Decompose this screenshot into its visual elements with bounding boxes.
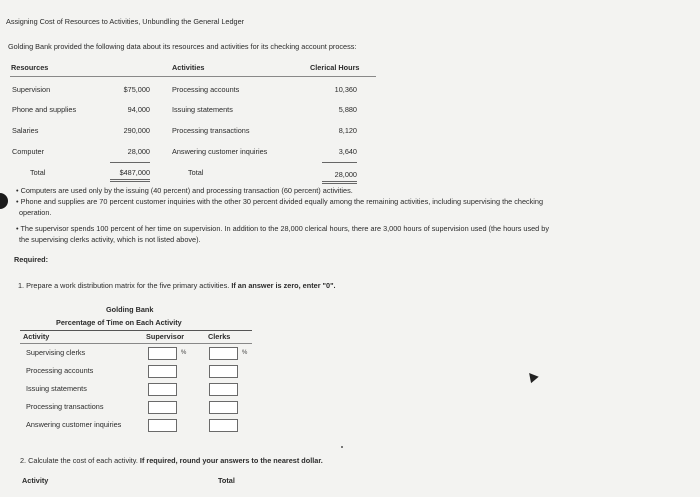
matrix-col-activity: Activity bbox=[23, 332, 50, 341]
amount-total-rule bbox=[110, 162, 150, 163]
required-label: Required: bbox=[14, 255, 49, 264]
header-divider bbox=[10, 76, 376, 77]
note-text: The supervisor spends 100 percent of her time on supervision. In addition to the 28,000 clerical hours, there are 3,000 hours of supervision used (the hours used by bbox=[20, 224, 549, 233]
matrix-subtitle: Percentage of Time on Each Activity bbox=[56, 318, 182, 327]
resource-name: Phone and supplies bbox=[12, 105, 77, 114]
question-2-text: 2. Calculate the cost of each activity. bbox=[20, 456, 140, 465]
clerical-hours-value: 10,360 bbox=[334, 85, 357, 94]
header-resources: Resources bbox=[11, 63, 49, 72]
percent-sign: % bbox=[181, 350, 187, 356]
clerical-hours-value: 5,880 bbox=[338, 105, 357, 114]
question-1 bbox=[18, 281, 336, 290]
matrix-col-clerks: Clerks bbox=[208, 332, 231, 341]
percent-sign: % bbox=[242, 350, 248, 356]
note-text: Phone and supplies are 70 percent customer inquiries with the other 30 percent divided equally among the remaining activities, including supervising the checking bbox=[20, 197, 544, 206]
supervisor-input[interactable] bbox=[148, 383, 177, 396]
clerks-input[interactable] bbox=[209, 365, 238, 378]
activity-name: Processing accounts bbox=[172, 85, 240, 94]
total-label: Total bbox=[188, 168, 204, 177]
question-2-instruction: If required, round your answers to the nearest dollar. bbox=[139, 456, 323, 465]
total-label: Total bbox=[30, 168, 46, 177]
activity-name: Answering customer inquiries bbox=[172, 147, 268, 156]
clerical-hours-value: 3,640 bbox=[338, 147, 357, 156]
clerks-input[interactable] bbox=[209, 419, 238, 432]
q2-col-total: Total bbox=[218, 476, 235, 485]
clerical-hours-value: 8,120 bbox=[338, 126, 357, 135]
matrix-row-label: Processing transactions bbox=[26, 402, 104, 411]
matrix-row-label: Issuing statements bbox=[26, 384, 87, 393]
supervisor-input[interactable] bbox=[148, 401, 177, 414]
note-text: Computers are used only by the issuing (40 percent) and processing transaction (60 percent) activities. bbox=[20, 186, 353, 195]
intro-text: Golding Bank provided the following data about its resources and activities for its checking account process: bbox=[8, 42, 357, 51]
question-1-text: 1. Prepare a work distribution matrix for the five primary activities. bbox=[18, 281, 232, 290]
clerks-input[interactable] bbox=[209, 401, 238, 414]
resource-amount: $75,000 bbox=[123, 85, 150, 94]
note-computers: • Computers are used only by the issuing (40 percent) and processing transaction (60 percent) activities. bbox=[16, 186, 353, 195]
note-text-continued: the supervising clerks activity, which is not listed above). bbox=[19, 235, 201, 244]
hours-total-rule bbox=[322, 162, 357, 163]
header-clerical-hours: Clerical Hours bbox=[310, 63, 360, 72]
amount-double-rule bbox=[110, 179, 150, 182]
page-title: Assigning Cost of Resources to Activities, Unbundling the General Ledger bbox=[6, 17, 245, 26]
resource-name: Supervision bbox=[12, 85, 51, 94]
left-side-tab[interactable] bbox=[0, 193, 8, 209]
header-activities: Activities bbox=[172, 63, 205, 72]
question-1-instruction: If an answer is zero, enter "0". bbox=[231, 281, 336, 290]
resource-amount: 28,000 bbox=[127, 147, 150, 156]
clerks-input[interactable] bbox=[209, 347, 248, 360]
note-supervisor: • The supervisor spends 100 percent of her time on supervision. In addition to the 28,000 clerical hours, there are 3,000 hours of supervision used (the hours used by bbox=[16, 224, 549, 233]
supervisor-input[interactable] bbox=[148, 365, 177, 378]
activity-name: Processing transactions bbox=[172, 126, 250, 135]
matrix-header-rule bbox=[20, 343, 252, 344]
separator-dot bbox=[341, 446, 343, 448]
resource-name: Salaries bbox=[12, 126, 39, 135]
matrix-row-label: Answering customer inquiries bbox=[26, 420, 122, 429]
question-2 bbox=[20, 456, 323, 465]
matrix-title-rule bbox=[20, 330, 252, 331]
resource-amount: 94,000 bbox=[127, 105, 150, 114]
matrix-row-label: Processing accounts bbox=[26, 366, 94, 375]
mouse-pointer-icon bbox=[525, 370, 538, 383]
total-hours: 28,000 bbox=[334, 170, 357, 179]
supervisor-input[interactable] bbox=[148, 419, 177, 432]
resource-amount: 290,000 bbox=[123, 126, 150, 135]
matrix-col-supervisor: Supervisor bbox=[146, 332, 185, 341]
activity-name: Issuing statements bbox=[172, 105, 233, 114]
hours-double-rule bbox=[322, 181, 357, 184]
note-text-continued: operation. bbox=[19, 208, 52, 217]
clerks-input[interactable] bbox=[209, 383, 238, 396]
q2-col-activity: Activity bbox=[22, 476, 49, 485]
matrix-title: Golding Bank bbox=[106, 305, 154, 314]
matrix-row-label: Supervising clerks bbox=[26, 348, 86, 357]
note-phone-supplies: • Phone and supplies are 70 percent customer inquiries with the other 30 percent divided equally among the remaining activities, including supervising the checking bbox=[16, 197, 544, 206]
supervisor-input[interactable] bbox=[148, 347, 187, 360]
resource-name: Computer bbox=[12, 147, 45, 156]
total-amount: $487,000 bbox=[119, 168, 150, 177]
